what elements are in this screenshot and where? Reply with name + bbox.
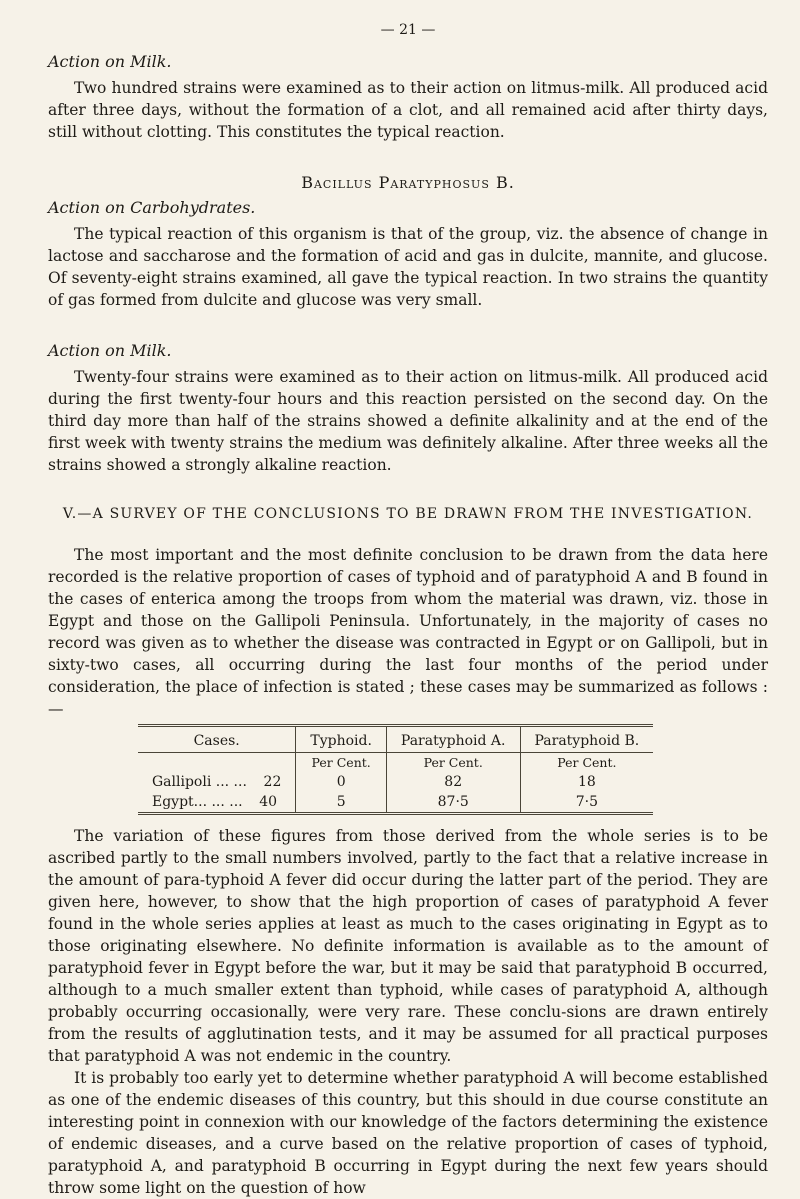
- paragraph-variation: The variation of these figures from those derived from the whole series is to be ascribed partly to the small numbers involved, partly to the fact that a relative increase in the amount of para-typhoid A fever did occur during the latter part of the period. They are given here, however, to show that the high proportion of cases of paratyphoid A fever found in the whole series applies at least as much to the cases originating in Egypt as to those originating elsewhere. No definite information is available as to the amount of paratyphoid fever in Egypt before the war, but it may be said that paratyphoid B occurred, although to a much smaller extent than typhoid, while cases of paratyphoid A, although probably occurring occasionally, were very rare. These conclu-sions are drawn entirely from the results of agglutination tests, and it may be assumed for all practical purposes that paratyphoid A was not endemic in the country.: [48, 827, 768, 1065]
- table-cell-typhoid: 0: [296, 772, 387, 792]
- paragraph-survey-intro: The most important and the most definite conclusion to be drawn from the data here recorded is the relative proportion of cases of typhoid and of paratyphoid A and B found in the cases of enterica among the troops from whom the material was drawn, viz. those in Egypt and those on the Gallipoli Peninsula. Unfortunately, in the majority of cases no record was given as to whether the disease was contracted in Egypt or on Gallipoli, but in sixty-two cases, all occurring during the last four months of the period under consideration, the place of infection is stated ; these cases may be summarized as follows :—: [48, 546, 768, 718]
- table-cell-typhoid: 5: [296, 792, 387, 814]
- paragraph-milk-a: Two hundred strains were examined as to their action on litmus-milk. All produced acid after three days, without the formation of a clot, and all remained acid after thirty days, still without clotting. This constitutes the typical reaction.: [48, 79, 768, 141]
- section-heading-milk-a: Action on Milk.: [48, 52, 172, 71]
- page-number: — 21 —: [380, 22, 436, 38]
- table-header-para-b: Paratyphoid B.: [520, 726, 653, 753]
- table-cell-para-a: 87·5: [386, 792, 520, 814]
- table-row-label: Gallipoli ... ... 22: [152, 774, 282, 790]
- organism-title: Bacillus Paratyphosus B.: [301, 173, 515, 192]
- table-unit-label: [138, 753, 296, 773]
- table-unit-row: [138, 753, 653, 773]
- table-header-cases: Cases.: [193, 733, 240, 749]
- table-row: [138, 792, 653, 814]
- table-cell-para-b: 18: [520, 772, 653, 792]
- cases-table: [138, 724, 653, 815]
- section-title-survey: V.—A SURVEY OF THE CONCLUSIONS TO BE DRAWN FROM THE INVESTIGATION.: [62, 506, 754, 522]
- table-unit-para-b: Per Cent.: [520, 753, 653, 773]
- table-header-typhoid: Typhoid.: [296, 726, 387, 753]
- table-unit-para-a: Per Cent.: [386, 753, 520, 773]
- table-header-para-a: Paratyphoid A.: [386, 726, 520, 753]
- table-unit-typhoid: Per Cent.: [296, 753, 387, 773]
- table-cell-para-b: 7·5: [520, 792, 653, 814]
- table-cell-para-a: 82: [386, 772, 520, 792]
- section-heading-milk-b: Action on Milk.: [48, 341, 172, 360]
- section-heading-carbohydrates: Action on Carbohydrates.: [48, 198, 256, 217]
- table-row: [138, 772, 653, 792]
- paragraph-endemic: It is probably too early yet to determine whether paratyphoid A will become established as one of the endemic diseases of this country, but this should in due course constitute an interesting point in connexion with our knowledge of the factors determining the existence of endemic diseases, and a curve based on the relative proportion of cases of typhoid, paratyphoid A, and paratyphoid B occurring in Egypt during the next few years should throw some light on the question of how: [48, 1069, 768, 1197]
- table-row-label: Egypt... ... ... 40: [152, 794, 278, 810]
- paragraph-milk-b: Twenty-four strains were examined as to their action on litmus-milk. All produced acid during the first twenty-four hours and this reaction persisted on the second day. On the third day more than half of the strains showed a definite alkalinity and at the end of the first week with twenty strains the medium was definitely alkaline. After three weeks all the strains showed a strongly alkaline reaction.: [48, 368, 768, 474]
- paragraph-carbohydrates: The typical reaction of this organism is that of the group, viz. the absence of change in lactose and saccharose and the formation of acid and gas in dulcite, mannite, and glucose. Of seventy-eight strains examined, all gave the typical reaction. In two strains the quantity of gas formed from dulcite and glucose was very small.: [48, 225, 768, 309]
